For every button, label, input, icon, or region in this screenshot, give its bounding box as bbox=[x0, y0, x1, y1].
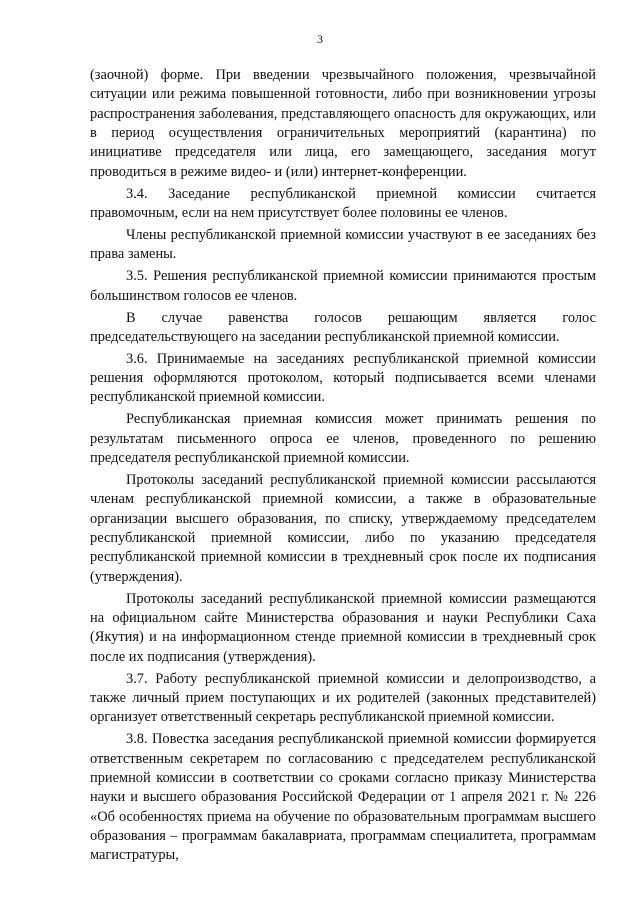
paragraph-3-6: 3.6. Принимаемые на заседаниях республиканской приемной комиссии решения оформляются протоколом, который подписывается всеми членами республиканской приемной комиссии. bbox=[90, 350, 596, 406]
paragraph-written-poll: Республиканская приемная комиссия может принимать решения по результатам письменного опроса ее членов, проведенного по решению председателя республиканской приемной комиссии. bbox=[90, 411, 596, 467]
page-number: 3 bbox=[317, 32, 323, 46]
paragraph-3-5: 3.5. Решения республиканской приемной комиссии принимаются простым большинством голосов ее членов. bbox=[90, 268, 596, 304]
paragraph-continuation: (заочной) форме. При введении чрезвычайного положения, чрезвычайной ситуации или режима повышенной готовности, либо при возникновении угрозы распространения заболевания, представляющего опасность для окружающих, или в период осуществления ограничительных мероприятий (карантина) по инициативе председателя или лица, его замещающего, заседания могут проводиться в режиме видео- и (или) интернет-конференции. bbox=[90, 67, 596, 180]
paragraph-tie-vote: В случае равенства голосов решающим является голос председательствующего на заседании республиканской приемной комиссии. bbox=[90, 309, 596, 345]
paragraph-3-8: 3.8. Повестка заседания республиканской приемной комиссии формируется ответственным секретарем по согласованию с председателем республиканской приемной комиссии в соответствии со сроками согласно приказу Министерства науки и высшего образования Российской Федерации от 1 апреля 2021 г. № 226 «Об особенностях приема на обучение по образовательным программам высшего образования – программам бакалавриата, программам специалитета, программам магистратуры, bbox=[90, 731, 596, 864]
paragraph-3-4: 3.4. Заседание республиканской приемной комиссии считается правомочным, если на нем присутствует более половины ее членов. bbox=[90, 185, 596, 221]
paragraph-protocol-distribution: Протоколы заседаний республиканской приемной комиссии рассылаются членам республиканской приемной комиссии, а также в образовательные организации высшего образования, по списку, утверждаемому председателем республиканской приемной комиссии, либо по указанию председателя республиканской приемной комиссии в трехдневный срок после их подписания (утверждения). bbox=[90, 472, 596, 585]
paragraph-3-7: 3.7. Работу республиканской приемной комиссии и делопроизводство, а также личный прием поступающих и их родителей (законных представителей) организует ответственный секретарь республиканской приемной комиссии. bbox=[90, 670, 596, 726]
paragraph-members: Члены республиканской приемной комиссии участвуют в ее заседаниях без права замены. bbox=[90, 226, 596, 263]
document-body bbox=[90, 66, 596, 868]
paragraph-protocol-publication: Протоколы заседаний республиканской приемной комиссии размещаются на официальном сайте Министерства образования и науки Республики Саха (Якутия) и на информационном стенде приемной комиссии в трехдневный срок после их подписания (утверждения). bbox=[90, 590, 596, 665]
